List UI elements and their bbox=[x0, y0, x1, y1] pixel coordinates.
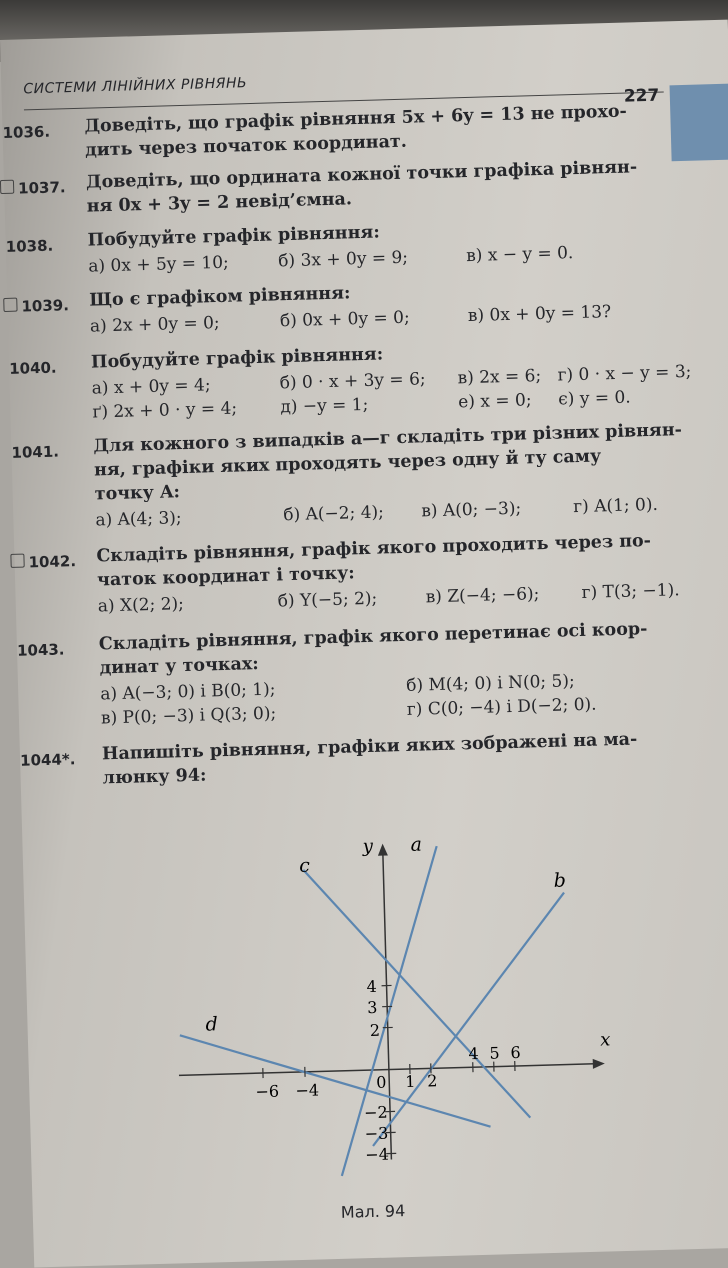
option-b: б) Y(−5; 2); bbox=[277, 588, 378, 612]
y-axis-arrow-icon bbox=[378, 843, 388, 855]
exercise-text: Побудуйте графік рівняння: bbox=[87, 222, 381, 251]
x-tick: −6 bbox=[255, 1081, 280, 1102]
line-a-label: a bbox=[410, 833, 423, 856]
exercise-number: 1038. bbox=[5, 236, 54, 256]
option-v: в) A(0; −3); bbox=[421, 498, 522, 522]
x-tick: 2 bbox=[426, 1071, 438, 1091]
line-b bbox=[363, 893, 571, 1146]
exercise-text: Що є графіком рівняння: bbox=[89, 283, 351, 311]
line-a bbox=[333, 846, 446, 1176]
exercise-number: 1039. bbox=[21, 296, 70, 316]
option-a: а) A(−3; 0) і B(0; 1); bbox=[100, 679, 276, 705]
y-tick: 2 bbox=[369, 1020, 381, 1041]
option-b: б) M(4; 0) і N(0; 5); bbox=[405, 671, 576, 696]
solution-mark-icon bbox=[3, 298, 17, 312]
solution-mark-icon bbox=[0, 180, 14, 194]
exercise-number: 1041. bbox=[11, 442, 60, 462]
option-ye: є) y = 0. bbox=[557, 387, 631, 410]
exercise-text: Доведіть, що ордината кожної точки графіка рівнян- bbox=[85, 157, 638, 193]
option-b: б) 0x + 0y = 0; bbox=[279, 307, 410, 332]
exercise-text: Напишіть рівняння, графіки яких зображені на ма- bbox=[101, 729, 638, 765]
line-b-label: b bbox=[553, 869, 567, 892]
line-c bbox=[303, 864, 530, 1124]
exercise-text: точку A: bbox=[94, 482, 181, 505]
option-v: в) 0x + 0y = 13? bbox=[467, 302, 612, 327]
x-tick: 6 bbox=[510, 1042, 521, 1063]
y-axis-label: y bbox=[362, 835, 374, 858]
line-c-label: c bbox=[298, 854, 311, 877]
exercise-text: динат у точках: bbox=[99, 654, 260, 679]
option-a: а) x + 0y = 4; bbox=[91, 375, 211, 399]
exercise-text: Складіть рівняння, графік якого перетинає осі коор- bbox=[98, 619, 648, 655]
exercise-text: дить через початок координат. bbox=[84, 131, 408, 161]
x-tick: 4 bbox=[468, 1044, 479, 1064]
option-g: г) A(1; 0). bbox=[572, 494, 659, 518]
exercise-text: ня 0x + 3y = 2 невід’ємна. bbox=[86, 189, 353, 217]
option-g: г) C(0; −4) і D(−2; 0). bbox=[406, 694, 597, 720]
option-v: в) 2x = 6; bbox=[457, 366, 542, 389]
option-a: а) X(2; 2); bbox=[97, 594, 185, 617]
x-tick: −4 bbox=[295, 1080, 320, 1101]
exercise-text: Доведіть, що графік рівняння 5x + 6y = 13 не прохо- bbox=[84, 101, 628, 137]
section-title: СИСТЕМИ ЛІНІЙНИХ РІВНЯНЬ bbox=[23, 75, 248, 98]
exercise-text: чаток координат і точку: bbox=[96, 563, 356, 591]
option-a: а) 2x + 0y = 0; bbox=[89, 312, 220, 337]
x-axis-arrow-icon bbox=[593, 1059, 605, 1069]
option-v: в) P(0; −3) і Q(3; 0); bbox=[100, 703, 277, 729]
line-d bbox=[180, 1027, 491, 1136]
line-d-label: d bbox=[205, 1013, 219, 1036]
x-tick: 0 bbox=[375, 1072, 387, 1092]
option-d: д) −y = 1; bbox=[280, 394, 369, 418]
x-tick: 1 bbox=[404, 1071, 416, 1092]
exercise-text: люнку 94: bbox=[102, 765, 207, 789]
option-v: в) Z(−4; −6); bbox=[425, 584, 540, 608]
exercise-number: 1044*. bbox=[19, 750, 76, 770]
exercise-number: 1042. bbox=[28, 552, 77, 572]
figure-caption: Мал. 94 bbox=[340, 1201, 406, 1222]
option-g: г) T(3; −1). bbox=[581, 580, 680, 603]
figure-94-graph bbox=[152, 823, 642, 1196]
exercise-text: Для кожного з випадків а—г складіть три різних рівнян- bbox=[93, 420, 683, 457]
exercise-text: Складіть рівняння, графік якого проходить через по- bbox=[96, 531, 652, 567]
option-b: б) 3x + 0y = 9; bbox=[278, 247, 409, 272]
option-b: б) 0 · x + 3y = 6; bbox=[279, 369, 426, 394]
y-tick: −3 bbox=[364, 1123, 389, 1144]
option-e: е) x = 0; bbox=[458, 390, 532, 413]
x-axis-label: x bbox=[599, 1029, 611, 1051]
exercise-text: Побудуйте графік рівняння: bbox=[90, 344, 384, 373]
textbook-page bbox=[0, 20, 728, 1268]
option-a: а) 0x + 5y = 10; bbox=[88, 252, 230, 277]
y-tick: 4 bbox=[366, 976, 378, 997]
page-number: 227 bbox=[623, 85, 660, 107]
option-a: а) A(4; 3); bbox=[95, 508, 182, 531]
exercise-text: ня, графіки яких проходять через одну й ту саму bbox=[93, 446, 602, 481]
exercise-number: 1040. bbox=[8, 358, 57, 378]
y-tick: 3 bbox=[366, 997, 378, 1018]
option-v: в) x − y = 0. bbox=[465, 243, 574, 267]
option-gg: ґ) 2x + 0 · y = 4; bbox=[92, 398, 238, 423]
exercise-number: 1036. bbox=[2, 122, 51, 142]
x-tick: 5 bbox=[489, 1043, 500, 1063]
exercise-number: 1037. bbox=[17, 178, 66, 198]
solution-mark-icon bbox=[10, 554, 24, 568]
page-corner-tab bbox=[670, 84, 728, 162]
y-tick: −4 bbox=[365, 1144, 390, 1165]
option-b: б) A(−2; 4); bbox=[283, 502, 385, 526]
y-tick: −2 bbox=[363, 1102, 388, 1123]
option-g: г) 0 · x − y = 3; bbox=[557, 361, 692, 386]
exercise-number: 1043. bbox=[16, 640, 65, 660]
